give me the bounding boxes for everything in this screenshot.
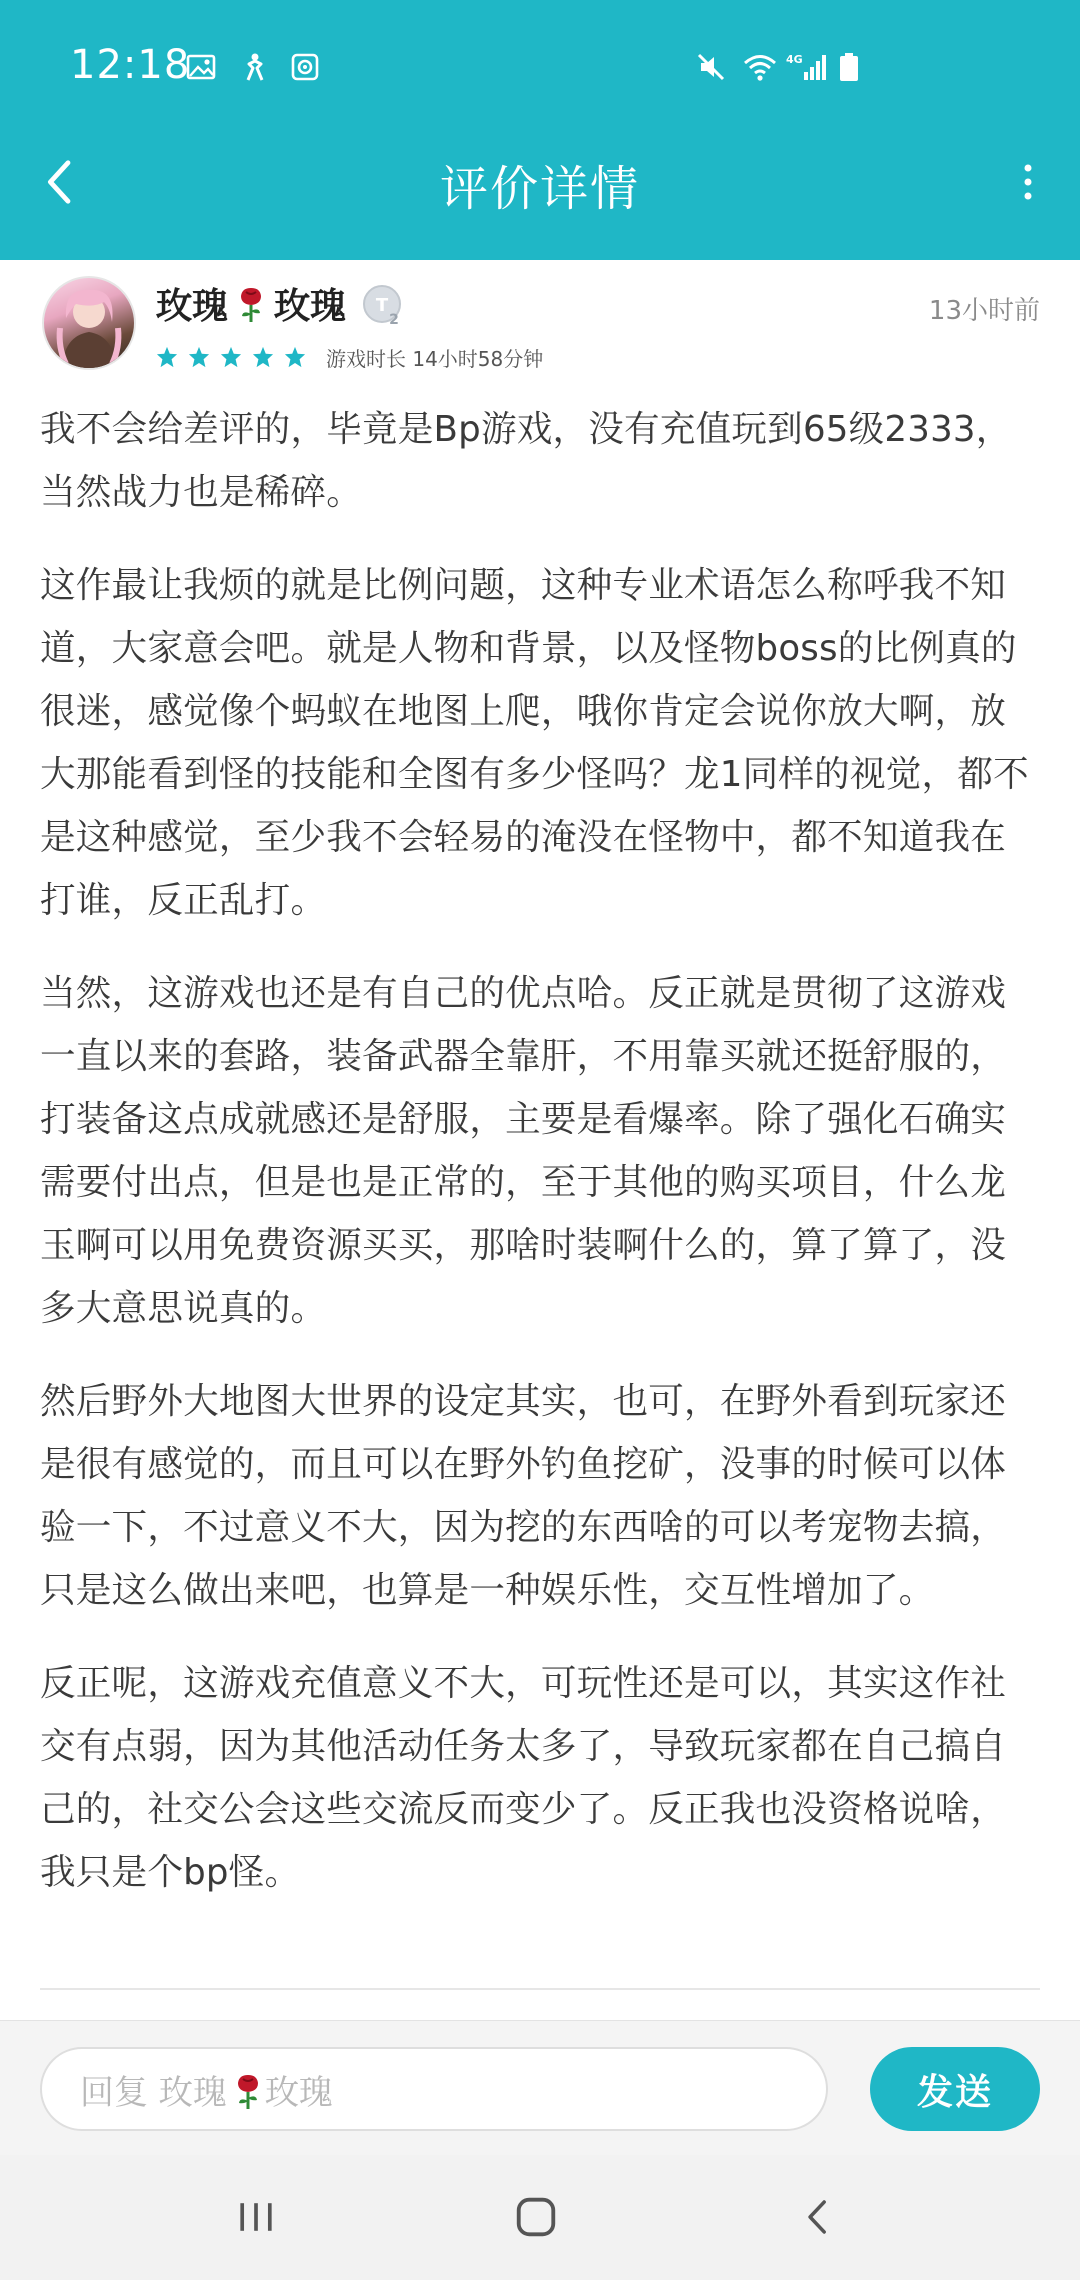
more-options-button[interactable] — [1004, 150, 1052, 214]
review-paragraph: 这作最让我烦的就是比例问题，这种专业术语怎么称呼我不知道，大家意会吧。就是人物和背景，以及怪物boss的比例真的很迷，感觉像个蚂蚁在地图上爬，哦你肯定会说你放大啊，放大那能看到怪的技能和全图有多少怪吗？龙1同样的视觉，都不是这种感觉，至少我不会轻易的淹没在怪物中，都不知道我在打谁，反正乱打。 — [40, 565, 1029, 921]
top-bar — [0, 0, 1080, 260]
review-paragraph: 反正呢，这游戏充值意义不大，可玩性还是可以，其实这作社交有点弱，因为其他活动任务太多了，导致玩家都在自己搞自己的，社交公会这些交流反而变少了。反正我也没资格说啥，我只是个bp怪。 — [40, 1663, 1007, 1893]
mute-icon — [696, 52, 726, 82]
star-icon — [188, 346, 210, 368]
reply-placeholder-suffix: 玫瑰 — [264, 2072, 333, 2113]
username[interactable] — [156, 278, 346, 329]
review-paragraph: 我不会给差评的，毕竟是Bp游戏，没有充值玩到65级2333，当然战力也是稀碎。 — [40, 409, 1012, 513]
gallery-icon — [186, 52, 216, 82]
level-badge — [362, 284, 406, 328]
review-time: 13小时前 — [928, 296, 1040, 326]
rose-icon — [231, 2071, 261, 2107]
reply-input[interactable] — [40, 2047, 828, 2131]
home-icon — [512, 2193, 560, 2241]
rating-stars — [156, 340, 543, 374]
home-button[interactable] — [496, 2177, 576, 2257]
system-back-button[interactable] — [778, 2177, 858, 2257]
avatar[interactable] — [42, 276, 136, 370]
accessibility-icon — [240, 52, 270, 82]
status-time: 12:18 — [70, 42, 191, 88]
username-part2: 玫瑰 — [274, 286, 347, 327]
level-badge-letter: T — [375, 295, 389, 316]
status-bar — [0, 0, 1080, 130]
more-vertical-icon — [1021, 156, 1035, 208]
page-title: 评价详情 — [439, 161, 640, 217]
star-icon — [284, 346, 306, 368]
reply-bar — [0, 2020, 1080, 2156]
rose-icon — [234, 284, 268, 324]
back-icon — [796, 2195, 840, 2239]
network-label: 4G — [786, 53, 803, 66]
camera-app-icon — [290, 52, 320, 82]
star-icon — [156, 346, 178, 368]
wifi-icon — [742, 52, 778, 82]
username-part1: 玫瑰 — [156, 286, 229, 327]
reply-placeholder-prefix: 回复 玫瑰 — [80, 2072, 227, 2113]
review-detail — [0, 260, 1080, 2020]
star-icon — [220, 346, 242, 368]
system-nav-bar — [0, 2155, 1080, 2280]
level-badge-number: 2 — [389, 312, 399, 328]
recent-apps-button[interactable] — [216, 2177, 296, 2257]
send-button[interactable]: 发送 — [870, 2047, 1040, 2131]
recent-apps-icon — [233, 2194, 279, 2240]
review-paragraph: 然后野外大地图大世界的设定其实，也可，在野外看到玩家还是很有感觉的，而且可以在野外钓鱼挖矿，没事的时候可以体验一下，不过意义不大，因为挖的东西啥的可以考宠物去搞，只是这么做出来吧，也算是一种娱乐性，交互性增加了。 — [40, 1381, 1007, 1611]
review-text — [40, 398, 1040, 1934]
review-paragraph: 当然，这游戏也还是有自己的优点哈。反正就是贯彻了这游戏一直以来的套路，装备武器全靠肝，不用靠买就还挺舒服的，打装备这点成就感还是舒服，主要是看爆率。除了强化石确实需要付出点，但是也是正常的，至于其他的购买项目，什么龙玉啊可以用免费资源买买，那啥时装啊什么的，算了算了，没多大意思说真的。 — [40, 973, 1007, 1329]
playtime: 游戏时长 14小时58分钟 — [326, 346, 544, 371]
signal-4g-icon — [786, 52, 826, 82]
battery-icon — [838, 52, 860, 82]
divider — [40, 1988, 1040, 1990]
star-icon — [252, 346, 274, 368]
